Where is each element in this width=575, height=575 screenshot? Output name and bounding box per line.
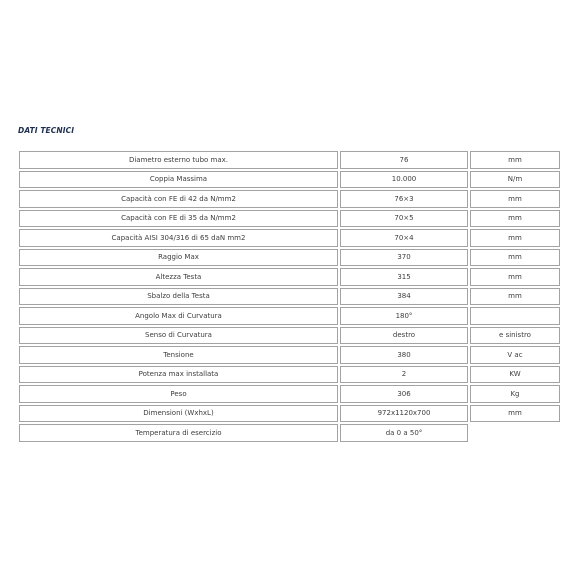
table-row <box>19 171 560 189</box>
spec-unit: mm <box>470 405 560 423</box>
spec-value: 2 <box>340 366 468 384</box>
table-row <box>19 268 560 286</box>
table-row <box>19 424 560 442</box>
spec-label: Dimensioni (WxhxL) <box>19 405 338 423</box>
spec-value: 180° <box>340 307 468 325</box>
spec-label: Senso di Curvatura <box>19 327 338 345</box>
table-row <box>19 327 560 345</box>
spec-label: Capacità con FE di 35 da N/mm2 <box>19 210 338 228</box>
spec-unit-empty <box>470 424 560 442</box>
table-row <box>19 288 560 306</box>
table-row <box>19 190 560 208</box>
spec-value: da 0 a 50° <box>340 424 468 442</box>
spec-unit: N/m <box>470 171 560 189</box>
table-row <box>19 385 560 403</box>
table-row <box>19 307 560 325</box>
specs-table <box>17 149 562 444</box>
section-title: DATI TECNICI <box>18 126 75 135</box>
table-row <box>19 151 560 169</box>
spec-value: 70×4 <box>340 229 468 247</box>
table-row <box>19 249 560 267</box>
spec-label: Capacità con FE di 42 da N/mm2 <box>19 190 338 208</box>
spec-unit: mm <box>470 210 560 228</box>
spec-unit <box>470 307 560 325</box>
spec-label: Temperatura di esercizio <box>19 424 338 442</box>
spec-unit: Kg <box>470 385 560 403</box>
spec-label: Raggio Max <box>19 249 338 267</box>
spec-label: Sbalzo della Testa <box>19 288 338 306</box>
spec-unit: mm <box>470 190 560 208</box>
spec-label: Capacità AISI 304/316 di 65 daN mm2 <box>19 229 338 247</box>
spec-unit: mm <box>470 288 560 306</box>
table-row <box>19 210 560 228</box>
table-row <box>19 346 560 364</box>
spec-value: 76 <box>340 151 468 169</box>
spec-value: 10.000 <box>340 171 468 189</box>
spec-label: Altezza Testa <box>19 268 338 286</box>
spec-value: 306 <box>340 385 468 403</box>
spec-unit: mm <box>470 249 560 267</box>
spec-unit: e sinistro <box>470 327 560 345</box>
spec-unit: V ac <box>470 346 560 364</box>
table-row <box>19 229 560 247</box>
spec-value: 315 <box>340 268 468 286</box>
spec-label: Potenza max installata <box>19 366 338 384</box>
spec-value: 370 <box>340 249 468 267</box>
spec-value: 380 <box>340 346 468 364</box>
spec-unit: KW <box>470 366 560 384</box>
spec-value: 76×3 <box>340 190 468 208</box>
spec-label: Diametro esterno tubo max. <box>19 151 338 169</box>
spec-label: Coppia Massima <box>19 171 338 189</box>
spec-unit: mm <box>470 268 560 286</box>
table-row <box>19 405 560 423</box>
spec-label: Angolo Max di Curvatura <box>19 307 338 325</box>
spec-value: destro <box>340 327 468 345</box>
spec-unit: mm <box>470 229 560 247</box>
spec-label: Peso <box>19 385 338 403</box>
spec-unit: mm <box>470 151 560 169</box>
spec-value: 70×5 <box>340 210 468 228</box>
spec-value: 384 <box>340 288 468 306</box>
spec-value: 972x1120x700 <box>340 405 468 423</box>
table-row <box>19 366 560 384</box>
spec-label: Tensione <box>19 346 338 364</box>
